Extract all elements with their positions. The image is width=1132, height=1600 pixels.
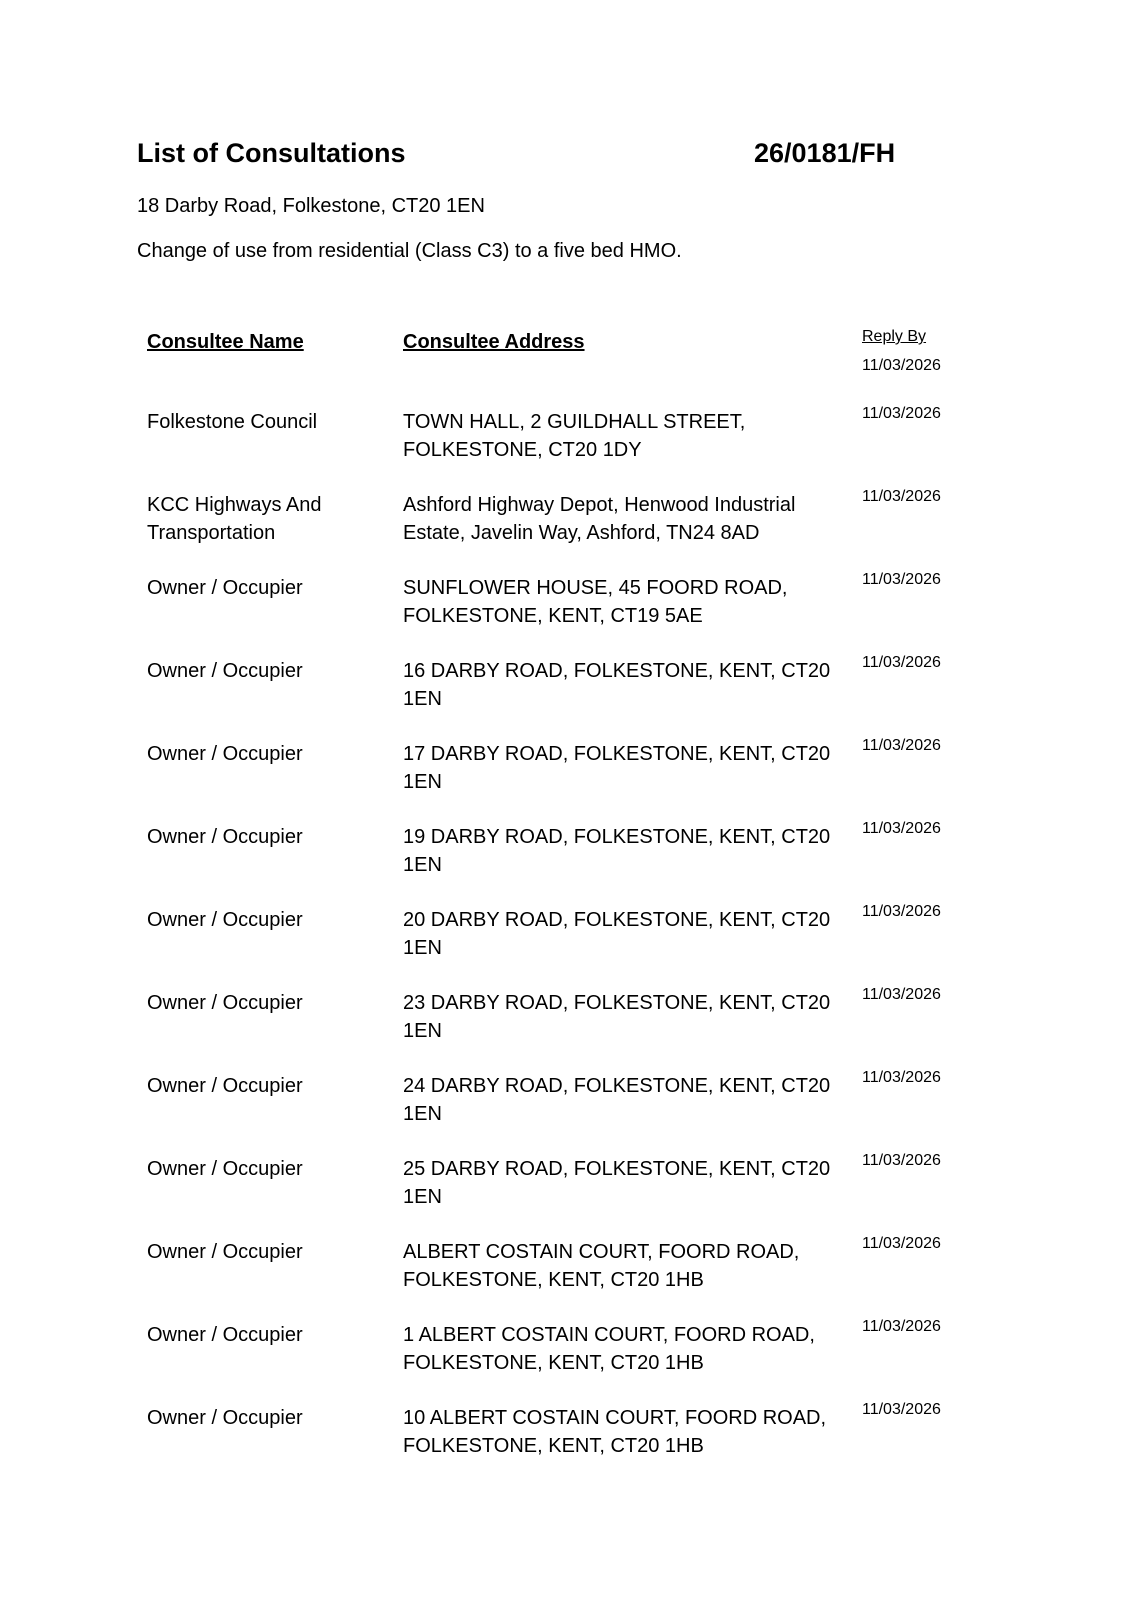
consultee-address: 19 DARBY ROAD, FOLKESTONE, KENT, CT20 1EN bbox=[403, 826, 831, 876]
consultee-address: 24 DARBY ROAD, FOLKESTONE, KENT, CT20 1EN bbox=[403, 1075, 831, 1125]
consultee-address: ALBERT COSTAIN COURT, FOORD ROAD, FOLKESTONE, KENT, CT20 1HB bbox=[403, 1241, 800, 1291]
reply-by-date: 11/03/2026 bbox=[862, 903, 941, 920]
consultee-name: Owner / Occupier bbox=[147, 1075, 303, 1097]
reply-by-date: 11/03/2026 bbox=[862, 1152, 941, 1169]
consultee-name: KCC Highways And Transportation bbox=[147, 494, 322, 544]
consultee-name: Owner / Occupier bbox=[147, 1407, 303, 1429]
consultee-address: 23 DARBY ROAD, FOLKESTONE, KENT, CT20 1EN bbox=[403, 992, 831, 1042]
consultee-name: Owner / Occupier bbox=[147, 1324, 303, 1346]
consultee-name: Owner / Occupier bbox=[147, 577, 303, 599]
column-header-consultee-name: Consultee Name bbox=[147, 331, 304, 353]
consultee-name: Owner / Occupier bbox=[147, 1241, 303, 1263]
consultee-address: 25 DARBY ROAD, FOLKESTONE, KENT, CT20 1EN bbox=[403, 1158, 831, 1208]
proposal-description: Change of use from residential (Class C3) to a five bed HMO. bbox=[137, 240, 682, 262]
reply-by-date: 11/03/2026 bbox=[862, 571, 941, 588]
consultee-address: 17 DARBY ROAD, FOLKESTONE, KENT, CT20 1EN bbox=[403, 743, 831, 793]
reply-by-date: 11/03/2026 bbox=[862, 1069, 941, 1086]
column-header-consultee-address: Consultee Address bbox=[403, 331, 585, 353]
reply-by-date: 11/03/2026 bbox=[862, 820, 941, 837]
page-title: List of Consultations bbox=[137, 138, 406, 168]
consultee-address: 1 ALBERT COSTAIN COURT, FOORD ROAD, FOLKESTONE, KENT, CT20 1HB bbox=[403, 1324, 815, 1374]
consultee-address: SUNFLOWER HOUSE, 45 FOORD ROAD, FOLKESTONE, KENT, CT19 5AE bbox=[403, 577, 788, 627]
consultee-address: TOWN HALL, 2 GUILDHALL STREET, FOLKESTONE, CT20 1DY bbox=[403, 411, 746, 461]
consultee-name: Owner / Occupier bbox=[147, 992, 303, 1014]
reply-by-date: 11/03/2026 bbox=[862, 488, 941, 505]
application-reference: 26/0181/FH bbox=[754, 138, 896, 168]
consultee-name: Owner / Occupier bbox=[147, 660, 303, 682]
consultee-address: Ashford Highway Depot, Henwood Industrial Estate, Javelin Way, Ashford, TN24 8AD bbox=[403, 494, 796, 544]
consultee-address: 16 DARBY ROAD, FOLKESTONE, KENT, CT20 1EN bbox=[403, 660, 831, 710]
column-header-reply-by: Reply By bbox=[862, 328, 927, 345]
site-address: 18 Darby Road, Folkestone, CT20 1EN bbox=[137, 195, 485, 217]
consultee-name: Owner / Occupier bbox=[147, 826, 303, 848]
consultee-address: 10 ALBERT COSTAIN COURT, FOORD ROAD, FOLKESTONE, KENT, CT20 1HB bbox=[403, 1407, 827, 1457]
reply-by-date: 11/03/2026 bbox=[862, 405, 941, 422]
reply-by-date: 11/03/2026 bbox=[862, 1318, 941, 1335]
consultee-address: 20 DARBY ROAD, FOLKESTONE, KENT, CT20 1EN bbox=[403, 909, 831, 959]
column-header-reply-by-date: 11/03/2026 bbox=[862, 357, 941, 374]
reply-by-date: 11/03/2026 bbox=[862, 1401, 941, 1418]
reply-by-date: 11/03/2026 bbox=[862, 1235, 941, 1252]
reply-by-date: 11/03/2026 bbox=[862, 737, 941, 754]
consultee-name: Owner / Occupier bbox=[147, 743, 303, 765]
reply-by-date: 11/03/2026 bbox=[862, 654, 941, 671]
reply-by-date: 11/03/2026 bbox=[862, 986, 941, 1003]
consultee-name: Owner / Occupier bbox=[147, 909, 303, 931]
consultee-name: Owner / Occupier bbox=[147, 1158, 303, 1180]
consultee-name: Folkestone Council bbox=[147, 411, 318, 433]
